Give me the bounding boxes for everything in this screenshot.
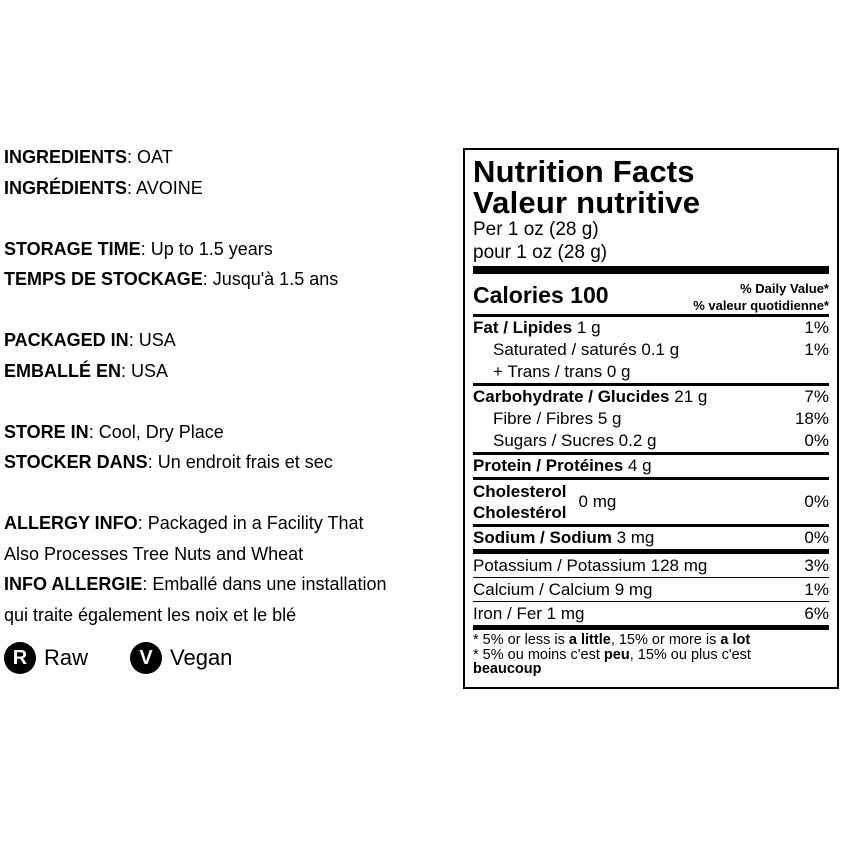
- store-fr-value: : Un endroit frais et sec: [147, 452, 333, 472]
- product-info: [4, 142, 459, 674]
- allergy-value: : Packaged in a Facility That: [137, 513, 364, 533]
- footnote-en-c: , 15% or more is: [610, 632, 721, 648]
- fibre-row: [473, 408, 829, 430]
- dv-en: % Daily Value*: [740, 281, 829, 296]
- calcium-label: Calcium / Calcium 9 mg: [473, 579, 653, 599]
- fibre-pct: 18%: [794, 409, 829, 428]
- sugars-row: [473, 430, 829, 452]
- fat-label: Fat / Lipides: [473, 318, 573, 337]
- fat-pct: 1%: [804, 318, 829, 337]
- sugars-pct: 0%: [804, 431, 829, 450]
- potassium-label: Potassium / Potassium 128 mg: [473, 555, 708, 575]
- serving-size-fr: pour 1 oz (28 g): [473, 242, 608, 263]
- calcium-pct: 1%: [804, 579, 829, 599]
- packaged-fr-label: EMBALLÉ EN: [4, 360, 121, 381]
- store-label: STORE IN: [4, 421, 89, 442]
- saturated-label: Saturated / saturés 0.1 g: [493, 340, 680, 359]
- sugars-label: Sugars / Sucres 0.2 g: [493, 431, 657, 450]
- cholesterol-pct: 0%: [804, 492, 829, 511]
- ingredients-fr-label: INGRÉDIENTS: [4, 177, 128, 198]
- footnote-en: [473, 633, 829, 648]
- packaged-line: [4, 325, 459, 356]
- fat-row: [473, 314, 829, 339]
- vegan-badge: [130, 642, 232, 674]
- store-fr-line: [4, 447, 459, 478]
- allergy-label: ALLERGY INFO: [4, 513, 138, 533]
- ingredients-fr-line: [4, 173, 459, 204]
- footnote-fr-c: , 15% ou plus c'est: [629, 646, 751, 663]
- calcium-row: [473, 577, 829, 601]
- ingredients-value: : OAT: [127, 147, 173, 167]
- storage-line: [4, 234, 459, 265]
- footnote-en-a: * 5% or less is: [473, 632, 569, 648]
- protein-row: [473, 452, 829, 477]
- allergy-fr-label: INFO ALLERGIE: [4, 574, 143, 594]
- sodium-pct: 0%: [804, 528, 829, 547]
- dv-fr: % valeur quotidienne*: [693, 298, 829, 313]
- storage-value: : Up to 1.5 years: [140, 238, 273, 259]
- ingredients-line: [4, 142, 459, 173]
- potassium-pct: 3%: [804, 555, 829, 575]
- allergy-fr-value: : Emballé dans une installation: [142, 574, 387, 594]
- footnote-fr-d: beaucoup: [473, 661, 542, 677]
- protein-amount: 4 g: [627, 456, 652, 475]
- ingredients-fr-value: : AVOINE: [127, 177, 203, 198]
- trans-row: [473, 361, 829, 383]
- vegan-label: Vegan: [170, 645, 233, 670]
- allergy-line-2: Also Processes Tree Nuts and Wheat: [4, 543, 304, 564]
- raw-label: Raw: [44, 645, 89, 670]
- potassium-row: [473, 549, 829, 577]
- storage-fr-label: TEMPS DE STOCKAGE: [4, 269, 203, 289]
- footnote-fr-a: * 5% ou moins c'est: [473, 646, 604, 663]
- storage-fr-value: : Jusqu'à 1.5 ans: [202, 269, 339, 289]
- footnote: [473, 625, 829, 677]
- store-line: [4, 417, 459, 448]
- nutrition-title-fr: Valeur nutritive: [473, 185, 701, 220]
- sodium-row: [473, 524, 829, 549]
- cholesterol-label-en: Cholesterol: [473, 482, 567, 501]
- iron-label: Iron / Fer 1 mg: [473, 603, 585, 623]
- nutrition-title-en: Nutrition Facts: [473, 154, 695, 189]
- storage-label: STORAGE TIME: [4, 238, 141, 259]
- allergy-fr-line: [4, 569, 459, 600]
- fibre-label: Fibre / Fibres 5 g: [493, 409, 622, 428]
- footnote-en-d: a lot: [720, 632, 751, 648]
- sodium-label: Sodium / Sodium: [473, 528, 612, 547]
- footnote-fr-b: peu: [603, 646, 630, 663]
- packaged-label: PACKAGED IN: [4, 330, 129, 350]
- iron-row: [473, 601, 829, 625]
- divider-thick: [473, 266, 829, 274]
- cholesterol-row: [473, 477, 829, 524]
- carb-amount: 21 g: [674, 387, 708, 406]
- cholesterol-amount: 0 mg: [578, 492, 617, 511]
- calories: Calories 100: [473, 282, 609, 308]
- storage-fr-line: [4, 264, 459, 295]
- cholesterol-label-fr: Cholestérol: [473, 503, 567, 522]
- daily-value-header: [693, 280, 829, 314]
- packaged-value: : USA: [128, 330, 176, 350]
- packaged-fr-value: : USA: [121, 360, 169, 381]
- footnote-fr: [473, 648, 829, 663]
- allergy-line: [4, 508, 459, 539]
- carb-row: [473, 383, 829, 408]
- raw-badge: [4, 642, 88, 674]
- trans-label: + Trans / trans 0 g: [493, 362, 631, 381]
- iron-pct: 6%: [804, 603, 829, 623]
- raw-icon: R: [4, 642, 36, 674]
- carb-pct: 7%: [804, 387, 829, 406]
- carb-label: Carbohydrate / Glucides: [473, 387, 670, 406]
- store-value: : Cool, Dry Place: [88, 421, 224, 442]
- serving-size-en: Per 1 oz (28 g): [473, 219, 599, 240]
- nutrition-facts-panel: [463, 148, 839, 689]
- vegan-icon: V: [130, 642, 162, 674]
- ingredients-label: INGREDIENTS: [4, 147, 128, 167]
- saturated-pct: 1%: [804, 340, 829, 359]
- badges: [4, 642, 459, 674]
- protein-label: Protein / Protéines: [473, 456, 624, 475]
- calories-row: [473, 274, 829, 314]
- packaged-fr-line: [4, 356, 459, 387]
- fat-amount: 1 g: [576, 318, 601, 337]
- sodium-amount: 3 mg: [616, 528, 655, 547]
- saturated-row: [473, 339, 829, 361]
- cholesterol-label: [473, 481, 567, 523]
- allergy-fr-line-2: qui traite également les noix et le blé: [4, 604, 297, 625]
- footnote-en-b: a little: [568, 632, 611, 648]
- store-fr-label: STOCKER DANS: [4, 452, 148, 472]
